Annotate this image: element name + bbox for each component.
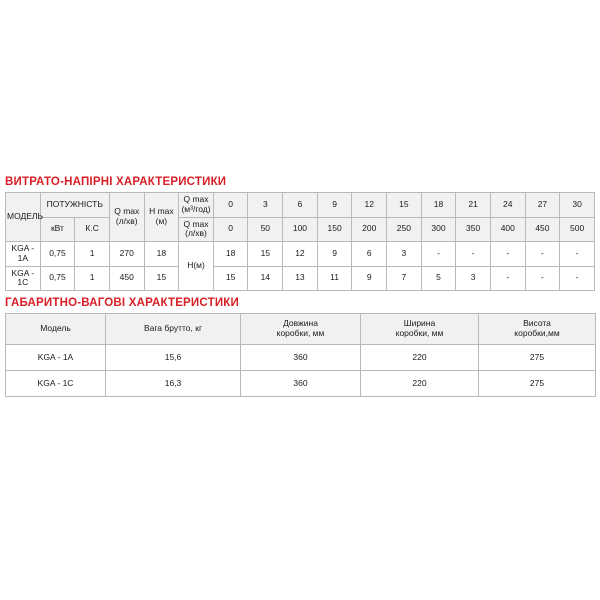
perf-q-m3h-2: 6: [283, 193, 318, 218]
dims-header-height: [479, 314, 596, 345]
perf-row0-h-6: -: [421, 242, 456, 267]
perf-row0-h-1: 15: [248, 242, 283, 267]
perf-q-m3h-7: 21: [456, 193, 491, 218]
perf-row1-h-3: 11: [317, 266, 352, 291]
dims-row0-weight: 15,6: [106, 345, 241, 371]
perf-header-hmax-line2: (м): [155, 216, 168, 227]
perf-row0-kw: 0,75: [40, 242, 75, 267]
dims-header-weight-line1: Вага брутто, кг: [143, 323, 203, 334]
perf-row1-h-9: -: [525, 266, 560, 291]
perf-q-lmin-6: 300: [421, 217, 456, 242]
perf-row1-h-7: 3: [456, 266, 491, 291]
perf-row1-h-4: 9: [352, 266, 387, 291]
perf-q-m3h-4: 12: [352, 193, 387, 218]
dims-row0-model: KGA - 1A: [6, 345, 106, 371]
table-row: [6, 345, 596, 371]
dims-row1-length: 360: [241, 371, 361, 397]
perf-q-lmin-4: 200: [352, 217, 387, 242]
dims-row1-model: KGA - 1C: [6, 371, 106, 397]
perf-row0-h-9: -: [525, 242, 560, 267]
perf-q-m3h-0: 0: [213, 193, 248, 218]
perf-row0-h-5: 3: [387, 242, 422, 267]
dims-row0-length: 360: [241, 345, 361, 371]
perf-header-qmax-lmin: [109, 193, 144, 242]
perf-header-qmax-lmin-line2: (л/хв): [115, 216, 138, 227]
perf-q-lmin-8: 400: [490, 217, 525, 242]
perf-row1-qmax: 450: [109, 266, 144, 291]
perf-row0-qmax: 270: [109, 242, 144, 267]
dims-header-length-line2: коробки, мм: [276, 328, 325, 339]
perf-q-lmin-10: 500: [560, 217, 595, 242]
perf-row0-model: KGA - 1A: [6, 242, 41, 267]
perf-header-qmax-m3h: [179, 193, 214, 218]
perf-q-m3h-1: 3: [248, 193, 283, 218]
perf-row1-h-10: -: [560, 266, 595, 291]
perf-row1-model: KGA - 1C: [6, 266, 41, 291]
performance-table: [5, 192, 595, 291]
dims-row0-height: 275: [479, 345, 596, 371]
perf-row0-hmax: 18: [144, 242, 179, 267]
perf-header-row-2: [6, 217, 595, 242]
dims-row0-width: 220: [361, 345, 479, 371]
perf-row1-h-8: -: [490, 266, 525, 291]
perf-q-lmin-1: 50: [248, 217, 283, 242]
perf-q-lmin-0: 0: [213, 217, 248, 242]
perf-row1-h-5: 7: [387, 266, 422, 291]
perf-header-qmax-lpm-line1: Q max: [183, 218, 209, 229]
dims-header-height-line2: коробки,мм: [514, 328, 560, 339]
perf-header-kw: кВт: [40, 217, 75, 242]
perf-row1-h-2: 13: [283, 266, 318, 291]
perf-row1-hmax: 15: [144, 266, 179, 291]
perf-header-hmax-line1: H max: [149, 206, 174, 217]
perf-header-qmax-lpm-line2: (л/хв): [185, 228, 207, 239]
perf-q-lmin-9: 450: [525, 217, 560, 242]
perf-q-m3h-8: 24: [490, 193, 525, 218]
perf-header-qmax-m3h-line1: Q max: [183, 194, 209, 204]
perf-q-lmin-5: 250: [387, 217, 422, 242]
dims-header-width: [361, 314, 479, 345]
perf-q-m3h-9: 27: [525, 193, 560, 218]
perf-header-hp: К.С: [75, 217, 110, 242]
perf-row0-h-2: 12: [283, 242, 318, 267]
dimensions-table-title: ГАБАРИТНО-ВАГОВІ ХАРАКТЕРИСТИКИ: [5, 297, 239, 310]
table-row: [6, 242, 595, 267]
perf-header-qmax-lmin-line1: Q max: [114, 206, 140, 217]
perf-row1-h-1: 14: [248, 266, 283, 291]
performance-table-title: ВИТРАТО-НАПІРНІ ХАРАКТЕРИСТИКИ: [5, 176, 227, 188]
perf-row1-kw: 0,75: [40, 266, 75, 291]
perf-q-lmin-3: 150: [317, 217, 352, 242]
perf-row0-h-10: -: [560, 242, 595, 267]
dims-row1-height: 275: [479, 371, 596, 397]
dims-header-length: [241, 314, 361, 345]
perf-q-lmin-7: 350: [456, 217, 491, 242]
dims-header-width-line2: коробки, мм: [395, 328, 444, 339]
perf-header-power: ПОТУЖНІСТЬ: [40, 193, 109, 218]
perf-header-h-m: H(м): [179, 242, 214, 291]
perf-header-qmax-lpm: [179, 217, 214, 242]
dimensions-table: [5, 313, 596, 397]
perf-q-m3h-3: 9: [317, 193, 352, 218]
perf-row0-h-7: -: [456, 242, 491, 267]
perf-header-model: МОДЕЛЬ: [6, 193, 41, 242]
perf-header-hmax: [144, 193, 179, 242]
perf-q-m3h-6: 18: [421, 193, 456, 218]
table-row: [6, 266, 595, 291]
perf-row0-hp: 1: [75, 242, 110, 267]
dims-header-weight: [106, 314, 241, 345]
perf-row0-h-0: 18: [213, 242, 248, 267]
dims-header-model: [6, 314, 106, 345]
dims-header-model-line1: Модель: [40, 323, 71, 334]
perf-q-lmin-2: 100: [283, 217, 318, 242]
perf-header-qmax-m3h-line2: (м³/год): [181, 203, 211, 214]
perf-row1-hp: 1: [75, 266, 110, 291]
perf-row0-h-8: -: [490, 242, 525, 267]
dims-row1-width: 220: [361, 371, 479, 397]
perf-q-m3h-5: 15: [387, 193, 422, 218]
perf-row0-h-3: 9: [317, 242, 352, 267]
perf-header-row-1: [6, 193, 595, 218]
perf-row1-h-6: 5: [421, 266, 456, 291]
dims-header-row: [6, 314, 596, 345]
dims-header-length-line1: Довжина: [283, 318, 318, 329]
spec-sheet: [0, 176, 600, 397]
perf-row0-h-4: 6: [352, 242, 387, 267]
dims-row1-weight: 16,3: [106, 371, 241, 397]
perf-row1-h-0: 15: [213, 266, 248, 291]
perf-q-m3h-10: 30: [560, 193, 595, 218]
dims-header-height-line1: Висота: [523, 318, 551, 329]
table-row: [6, 371, 596, 397]
dims-header-width-line1: Ширина: [403, 318, 436, 329]
